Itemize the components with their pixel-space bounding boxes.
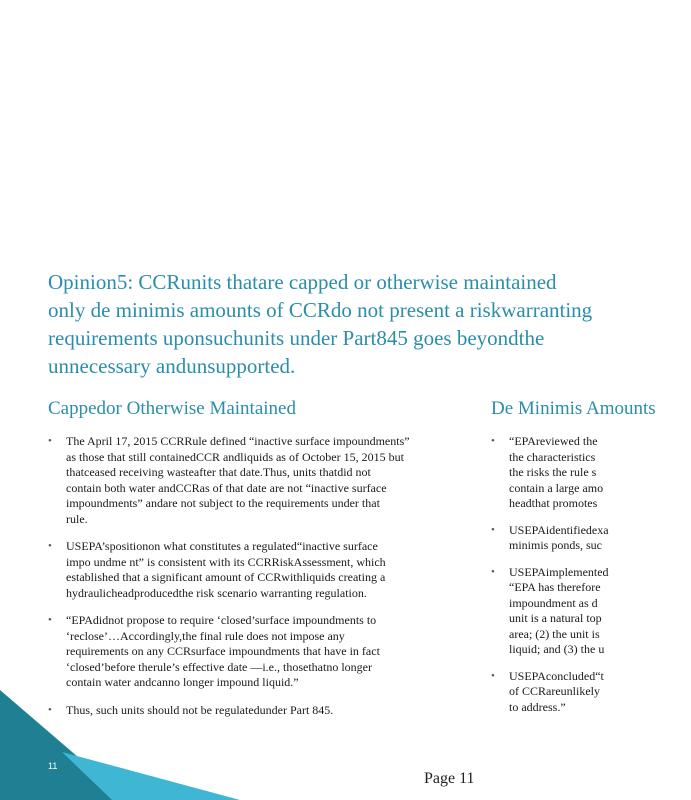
bullet-icon: • <box>48 614 52 626</box>
title-line: only de minimis amounts of CCRdo not present a riskwarranting <box>48 298 593 322</box>
bullet-line: impoundment as d <box>509 595 598 610</box>
bullet-line: USEPAimplemented <box>509 564 609 579</box>
bullet-line: rule. <box>66 511 88 526</box>
bullet-line: as those that still containedCCR andliquids as of October 15, 2015 but <box>66 449 404 464</box>
bullet-item <box>491 565 691 658</box>
bullet-line: USEPAidentifiedexa <box>509 522 609 537</box>
slide-title <box>48 268 688 380</box>
bullet-line: contain water andcanno longer impound liquid.” <box>66 675 299 689</box>
bullet-icon: • <box>48 540 52 552</box>
bullet-icon: • <box>491 435 495 447</box>
bullet-line: “EPA has therefore <box>509 580 601 594</box>
bullet-line: established that a significant amount of CCRwithliquids creating a <box>66 570 386 584</box>
bullet-line: unit is a natural top <box>509 611 602 625</box>
title-line: requirements uponsuchunits under Part845 goes beyondthe <box>48 326 545 350</box>
bullet-icon: • <box>48 435 52 447</box>
bullet-line: of CCRareunlikely <box>509 684 600 698</box>
title-line: Opinion5: CCRunits thatare capped or otherwise maintained <box>48 270 557 294</box>
slide-number: 11 <box>48 761 58 771</box>
bullet-icon: • <box>48 703 52 716</box>
bullet-line: “EPAdidnot propose to require ‘closed’surface impoundments to <box>66 613 377 627</box>
bullet-item <box>48 613 466 691</box>
page-label: Page 11 <box>424 770 475 787</box>
right-column-heading: De Minimis Amounts <box>491 398 656 419</box>
bullet-line: contain a large amo <box>509 480 604 495</box>
bullet-line: Thus, such units should not be regulatedunder Part 845. <box>66 702 334 717</box>
title-line: unnecessary andunsupported. <box>48 354 296 378</box>
bullet-line: contain both water andCCRas of that date are not “inactive surface <box>66 480 387 495</box>
bullet-line: requirements on any CCRsurface impoundments that have in fact <box>66 644 380 658</box>
bullet-icon: • <box>491 523 495 536</box>
bullet-line: thatceased receiving wasteafter that date.Thus, units thatdid not <box>66 465 371 479</box>
bullet-icon: • <box>491 565 495 578</box>
bullet-line: impoundments” andare not subject to the requirements under that <box>66 496 380 510</box>
bullet-line: USEPAconcluded“t <box>509 668 604 683</box>
bullet-line: hydraulicheadproducedthe risk scenario warranting regulation. <box>66 585 367 600</box>
left-column-heading: Cappedor Otherwise Maintained <box>48 398 296 419</box>
bullet-line: minimis ponds, suc <box>509 538 603 552</box>
bullet-line: headthat promotes <box>509 496 598 510</box>
corner-decoration <box>0 690 240 800</box>
bullet-item <box>491 523 691 554</box>
left-bullet-list <box>48 434 466 730</box>
bullet-line: ‘closed’before therule’s effective date —i.e., thosethatno longer <box>66 659 372 674</box>
bullet-line: “EPAreviewed the <box>509 434 598 448</box>
bullet-line: to address.” <box>509 699 566 714</box>
bullet-line: impo undme nt” is consistent with its CCRRiskAssessment, which <box>66 554 386 569</box>
bullet-item <box>48 434 466 527</box>
bullet-line: The April 17, 2015 CCRRule defined “inactive surface impoundments” <box>66 434 410 448</box>
bullet-line: the risks the rule s <box>509 465 597 479</box>
bullet-line: liquid; and (3) the u <box>509 642 605 656</box>
bullet-item <box>48 539 466 601</box>
bullet-line: USEPA’spositionon what constitutes a regulated“inactive surface <box>66 539 378 553</box>
bullet-icon: • <box>491 669 495 682</box>
bullet-line: area; (2) the unit is <box>509 626 600 641</box>
right-bullet-list <box>491 434 691 726</box>
bullet-line: the characteristics <box>509 449 596 464</box>
bullet-item <box>491 434 691 512</box>
bullet-line: ‘reclose’…Accordingly,the final rule does not impose any <box>66 628 345 643</box>
bullet-item <box>491 669 691 716</box>
